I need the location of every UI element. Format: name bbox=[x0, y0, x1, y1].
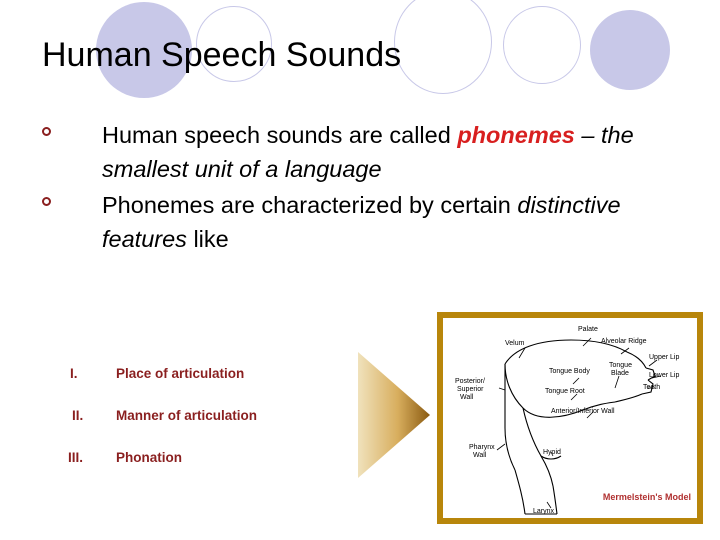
figure-label-anterior-inferior-wall: Anterior/Inferior Wall bbox=[551, 408, 615, 415]
figure-label-alveolar-ridge: Alveolar Ridge bbox=[601, 338, 647, 345]
figure-label-hyoid: Hyoid bbox=[543, 449, 561, 456]
decorative-circle bbox=[394, 0, 492, 94]
figure-label-superior: Superior bbox=[457, 386, 484, 393]
sublist-label: Phonation bbox=[116, 450, 182, 465]
figure-inner bbox=[443, 318, 697, 518]
sublist-number: II. bbox=[72, 408, 84, 423]
bullet-2-emphasis: distinctive features bbox=[102, 192, 621, 252]
figure-label-posterior: Posterior/ bbox=[455, 378, 485, 385]
figure-label-teeth: Teeth bbox=[643, 384, 661, 391]
sublist-label: Place of articulation bbox=[116, 366, 245, 381]
sublist-number: III. bbox=[68, 450, 84, 465]
bullet-list bbox=[38, 118, 686, 258]
arrow-right-icon bbox=[358, 352, 430, 478]
figure-label-velum: Velum bbox=[505, 340, 525, 347]
vocal-tract-drawing bbox=[443, 318, 697, 518]
bullet-2-post: like bbox=[186, 226, 229, 252]
bullet-1-post: – the smallest unit of a language bbox=[102, 122, 634, 182]
figure-label-palate: Palate bbox=[578, 326, 598, 333]
list-item bbox=[38, 188, 686, 256]
sublist-label: Manner of articulation bbox=[116, 408, 258, 423]
figure-label-lower-lip: Lower Lip bbox=[649, 372, 680, 379]
figure-label-pharynx: Pharynx bbox=[469, 444, 495, 451]
sublist-number: I. bbox=[70, 366, 78, 381]
decorative-circle bbox=[590, 10, 670, 90]
figure-label-tongue-body: Tongue Body bbox=[549, 368, 590, 375]
figure-label-upper-lip: Upper Lip bbox=[649, 354, 680, 361]
figure-label-wall-2: Wall bbox=[473, 452, 487, 459]
vocal-tract-figure bbox=[437, 312, 703, 524]
bullet-1-emphasis: phonemes bbox=[457, 122, 575, 148]
bullet-2-pre: Phonemes are characterized by certain bbox=[102, 192, 518, 218]
bullet-marker-icon bbox=[42, 197, 51, 206]
figure-label-larynx: Larynx bbox=[533, 508, 555, 515]
bullet-text bbox=[102, 118, 686, 186]
figure-label-blade: Blade bbox=[611, 370, 629, 377]
figure-label-tongue: Tongue bbox=[609, 362, 632, 369]
page-title: Human Speech Sounds bbox=[42, 36, 402, 74]
figure-label-wall: Wall bbox=[460, 394, 474, 401]
list-item bbox=[38, 118, 686, 186]
figure-label-tongue-root: Tongue Root bbox=[545, 388, 585, 395]
bullet-marker-icon bbox=[42, 127, 51, 136]
figure-credit: Mermelstein's Model bbox=[602, 492, 691, 502]
bullet-1-pre: Human speech sounds are called bbox=[102, 122, 458, 148]
bullet-text bbox=[102, 188, 686, 256]
decorative-circle bbox=[503, 6, 581, 84]
